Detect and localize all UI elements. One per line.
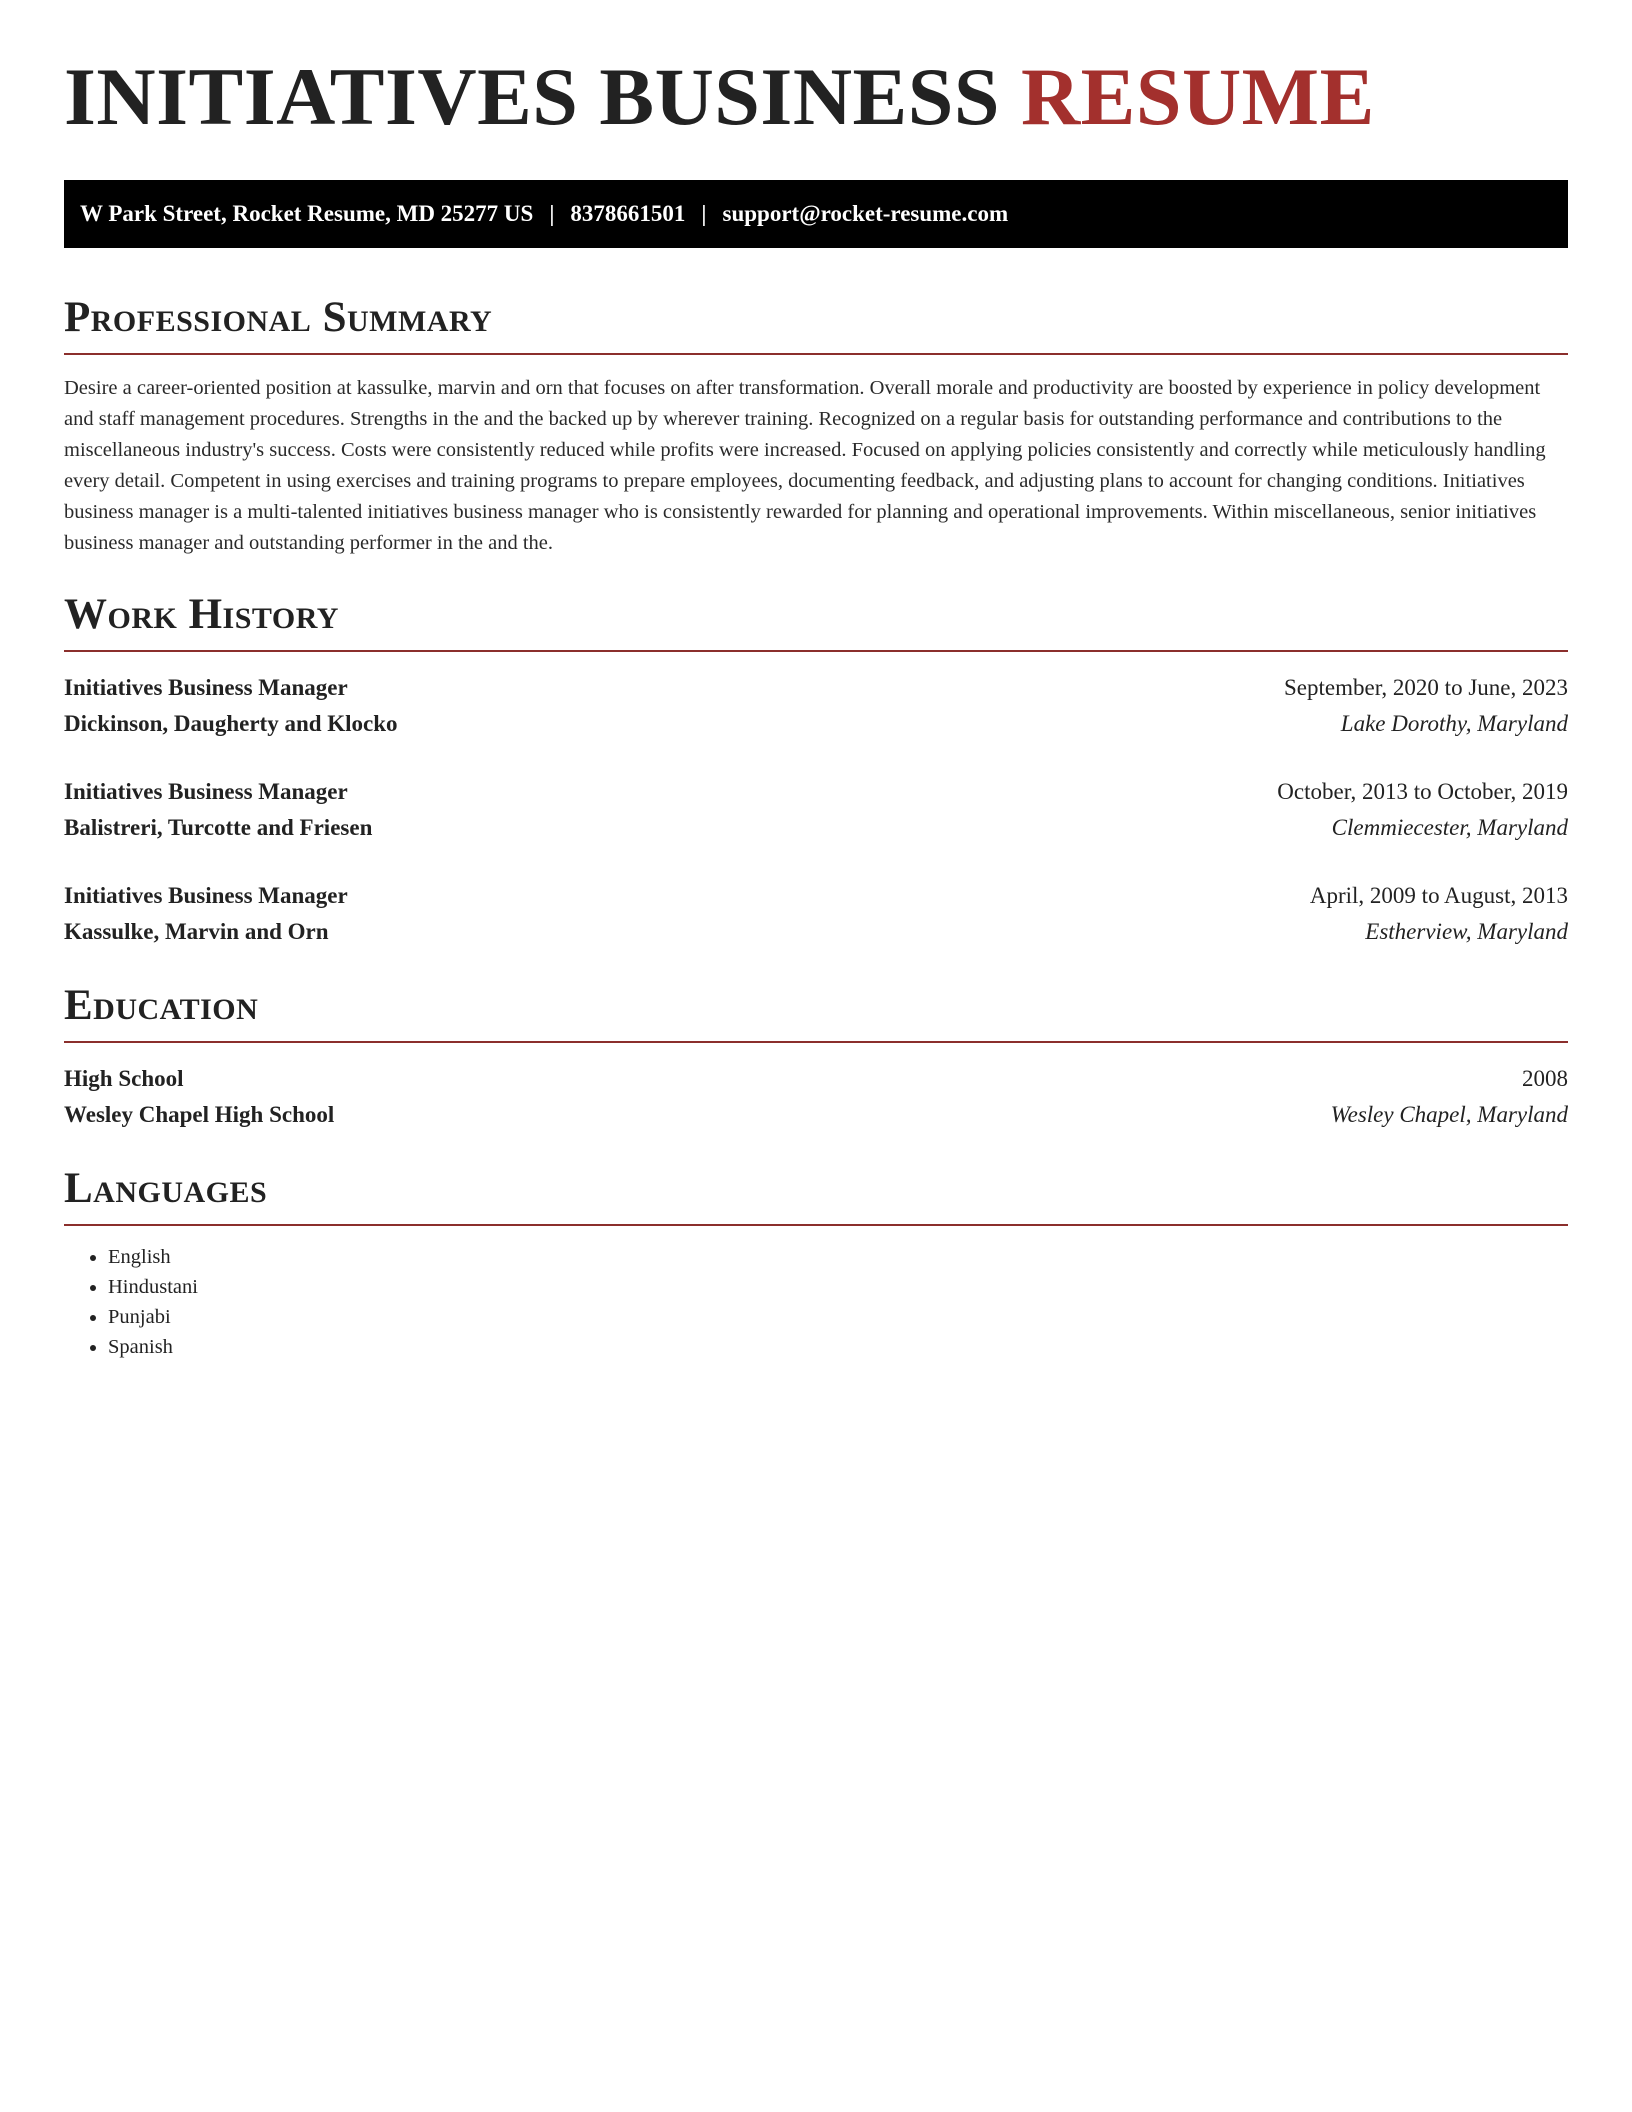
job-dates: September, 2020 to June, 2023 — [1284, 675, 1568, 700]
job-dates: April, 2009 to August, 2013 — [1309, 883, 1568, 908]
job-location: Clemmiecester, Maryland — [1331, 815, 1568, 840]
section-heading-education: Education — [64, 984, 1568, 1043]
job-dates: October, 2013 to October, 2019 — [1277, 779, 1568, 804]
section-heading-summary: Professional Summary — [64, 296, 1568, 355]
job-title: Initiatives Business Manager — [64, 779, 348, 804]
language-item: • Hindustani — [108, 1272, 1568, 1302]
job-entry — [64, 670, 1568, 742]
education-year: 2008 — [1522, 1066, 1568, 1091]
job-company: Balistreri, Turcotte and Friesen — [64, 815, 373, 840]
language-item: • Spanish — [108, 1332, 1568, 1362]
language-item: • Punjabi — [108, 1302, 1568, 1332]
education-school: Wesley Chapel High School — [64, 1102, 335, 1127]
language-list — [64, 1242, 1568, 1362]
resume-title-primary: INITIATIVES BUSINESS — [64, 51, 1000, 142]
section-heading-work-history: Work History — [64, 593, 1568, 652]
education-location: Wesley Chapel, Maryland — [1330, 1102, 1568, 1127]
job-list — [64, 670, 1568, 950]
languages-section — [64, 1167, 1568, 1362]
job-company: Kassulke, Marvin and Orn — [64, 919, 329, 944]
professional-summary-section — [64, 296, 1568, 559]
resume-title-accent: RESUME — [1020, 51, 1375, 142]
section-heading-languages: Languages — [64, 1167, 1568, 1226]
job-entry — [64, 878, 1568, 950]
job-entry — [64, 774, 1568, 846]
education-section — [64, 984, 1568, 1133]
contact-separator: | — [701, 201, 707, 226]
contact-email: support@rocket-resume.com — [722, 201, 1009, 226]
resume-title — [64, 51, 1568, 142]
education-entry — [64, 1061, 1568, 1133]
contact-separator: | — [549, 201, 555, 226]
education-list — [64, 1061, 1568, 1133]
work-history-section — [64, 593, 1568, 950]
job-location: Lake Dorothy, Maryland — [1340, 711, 1568, 736]
contact-bar — [64, 180, 1568, 248]
job-company: Dickinson, Daugherty and Klocko — [64, 711, 398, 736]
job-location: Estherview, Maryland — [1365, 919, 1568, 944]
language-item: • English — [108, 1242, 1568, 1272]
education-degree: High School — [64, 1066, 184, 1091]
contact-phone: 8378661501 — [570, 201, 686, 226]
job-title: Initiatives Business Manager — [64, 883, 348, 908]
summary-paragraph: Desire a career-oriented position at kassulke, marvin and orn that focuses on after transformation. Overall morale and productivity are boosted by experience in policy development and staff management procedures. Strengths in the and the backed up by wherever training. Recognized on a regular basis for outstanding performance and contributions to the miscellaneous industry's success. Costs were consistently reduced while profits were increased. Focused on applying policies consistently and correctly while meticulously handling every detail. Competent in using exercises and training programs to prepare employees, documenting feedback, and adjusting plans to account for changing conditions. Initiatives business manager is a multi-talented initiatives business manager who is consistently rewarded for planning and operational improvements. Within miscellaneous, senior initiatives business manager and outstanding performer in the and the. — [64, 377, 1546, 554]
contact-address: W Park Street, Rocket Resume, MD 25277 US — [80, 201, 534, 226]
job-title: Initiatives Business Manager — [64, 675, 348, 700]
